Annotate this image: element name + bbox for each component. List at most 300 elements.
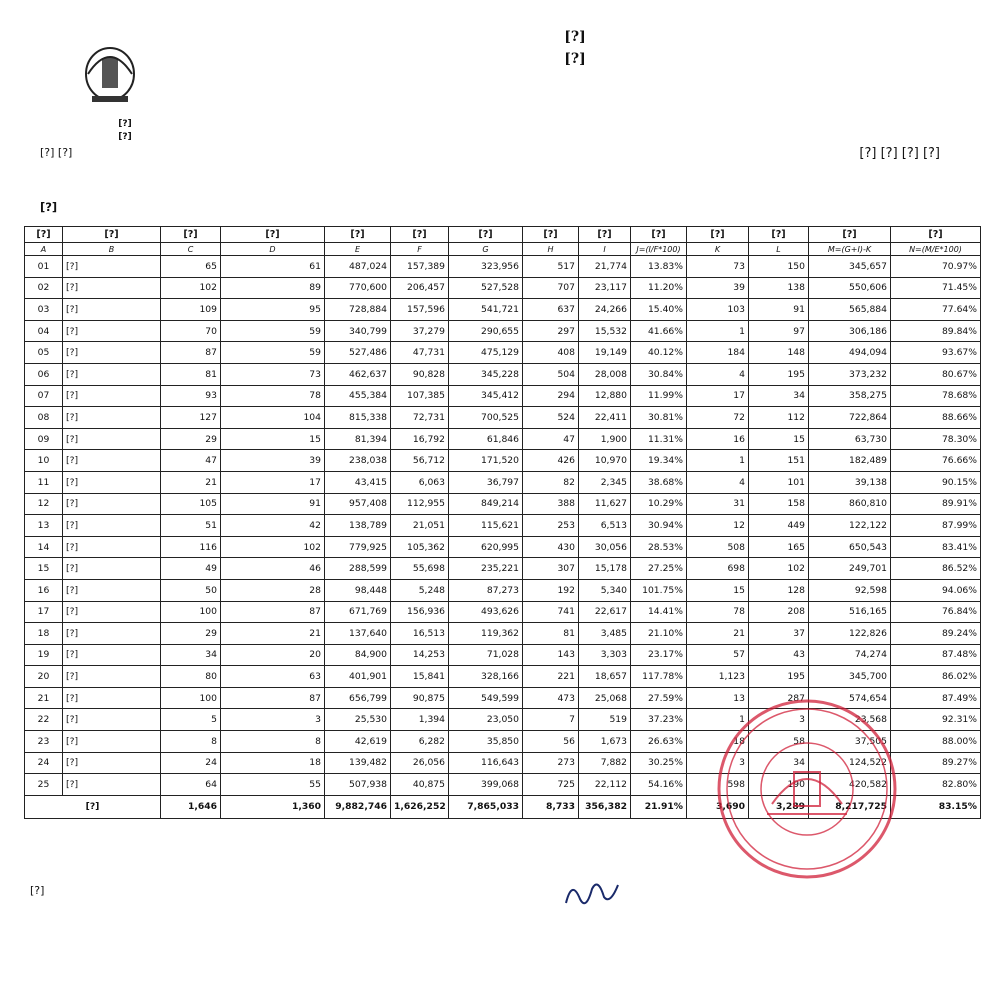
table-cell: [?] bbox=[63, 277, 161, 299]
table-cell: 1,123 bbox=[687, 666, 749, 688]
table-cell: 550,606 bbox=[809, 277, 891, 299]
table-cell: 487,024 bbox=[325, 256, 391, 278]
table-cell: 26,056 bbox=[391, 752, 449, 774]
table-cell: 105,362 bbox=[391, 536, 449, 558]
table-cell: [?] bbox=[63, 536, 161, 558]
table-cell: 698 bbox=[687, 558, 749, 580]
table-cell: 565,884 bbox=[809, 299, 891, 321]
national-motto: [?] bbox=[564, 51, 586, 67]
table-cell: 122,826 bbox=[809, 623, 891, 645]
table-cell: [?] bbox=[63, 687, 161, 709]
col-header: [?] bbox=[687, 227, 749, 243]
table-cell: 08 bbox=[25, 407, 63, 429]
table-cell: 475,129 bbox=[449, 342, 523, 364]
table-cell: 957,408 bbox=[325, 493, 391, 515]
table-cell: 728,884 bbox=[325, 299, 391, 321]
table-cell: 81,394 bbox=[325, 428, 391, 450]
table-cell: 25,068 bbox=[579, 687, 631, 709]
table-cell: 42,619 bbox=[325, 731, 391, 753]
table-cell: 35,850 bbox=[449, 731, 523, 753]
table-cell: 504 bbox=[523, 363, 579, 385]
table-cell: 19.34% bbox=[631, 450, 687, 472]
table-cell: 82.80% bbox=[891, 774, 981, 796]
table-cell: 7,882 bbox=[579, 752, 631, 774]
table-row bbox=[25, 644, 981, 666]
table-cell: 30.84% bbox=[631, 363, 687, 385]
total-cell: 8,217,725 bbox=[809, 795, 891, 818]
table-cell: 102 bbox=[221, 536, 325, 558]
table-cell: 49 bbox=[161, 558, 221, 580]
table-cell: 574,654 bbox=[809, 687, 891, 709]
table-cell: 28,008 bbox=[579, 363, 631, 385]
table-cell: 137,640 bbox=[325, 623, 391, 645]
table-cell: 39,138 bbox=[809, 471, 891, 493]
table-cell: 273 bbox=[523, 752, 579, 774]
table-cell: 10 bbox=[25, 450, 63, 472]
table-cell: 71.45% bbox=[891, 277, 981, 299]
table-cell: 112 bbox=[749, 407, 809, 429]
table-row bbox=[25, 471, 981, 493]
org-line-1: [?] bbox=[118, 119, 132, 129]
table-cell: 1 bbox=[687, 709, 749, 731]
table-cell: 6,513 bbox=[579, 515, 631, 537]
col-letter: D bbox=[221, 243, 325, 256]
table-cell: [?] bbox=[63, 752, 161, 774]
table-cell: 39 bbox=[687, 277, 749, 299]
table-cell: 71,028 bbox=[449, 644, 523, 666]
total-cell: 3,289 bbox=[749, 795, 809, 818]
table-cell: 650,543 bbox=[809, 536, 891, 558]
table-cell: 01 bbox=[25, 256, 63, 278]
emblem-logo bbox=[82, 44, 138, 106]
table-cell: 294 bbox=[523, 385, 579, 407]
table-cell: 3 bbox=[687, 752, 749, 774]
table-cell: [?] bbox=[63, 515, 161, 537]
table-cell: 88.66% bbox=[891, 407, 981, 429]
table-cell: 90.15% bbox=[891, 471, 981, 493]
table-cell: 81 bbox=[523, 623, 579, 645]
table-row bbox=[25, 363, 981, 385]
table-cell: 165 bbox=[749, 536, 809, 558]
table-cell: 26.63% bbox=[631, 731, 687, 753]
table-cell: 399,068 bbox=[449, 774, 523, 796]
table-cell: 43 bbox=[749, 644, 809, 666]
table-cell: 21 bbox=[687, 623, 749, 645]
table-cell: 24 bbox=[25, 752, 63, 774]
table-cell: 15,841 bbox=[391, 666, 449, 688]
table-cell: 30.25% bbox=[631, 752, 687, 774]
table-cell: [?] bbox=[63, 471, 161, 493]
table-cell: 4 bbox=[687, 363, 749, 385]
table-cell: 81 bbox=[161, 363, 221, 385]
table-row bbox=[25, 709, 981, 731]
table-cell: 23.17% bbox=[631, 644, 687, 666]
table-cell: 87 bbox=[221, 601, 325, 623]
table-cell: 87 bbox=[161, 342, 221, 364]
table-cell: 05 bbox=[25, 342, 63, 364]
table-cell: 549,599 bbox=[449, 687, 523, 709]
table-cell: 290,655 bbox=[449, 320, 523, 342]
table-row bbox=[25, 450, 981, 472]
col-header: [?] bbox=[631, 227, 687, 243]
table-cell: [?] bbox=[63, 385, 161, 407]
col-header: [?] bbox=[449, 227, 523, 243]
col-header: [?] bbox=[749, 227, 809, 243]
table-cell: 104 bbox=[221, 407, 325, 429]
table-row bbox=[25, 299, 981, 321]
table-cell: 5,248 bbox=[391, 579, 449, 601]
table-cell: 656,799 bbox=[325, 687, 391, 709]
table-row bbox=[25, 536, 981, 558]
table-row bbox=[25, 515, 981, 537]
table-cell: 73 bbox=[221, 363, 325, 385]
table-cell: 671,769 bbox=[325, 601, 391, 623]
table-cell: 55,698 bbox=[391, 558, 449, 580]
table-cell: 37,279 bbox=[391, 320, 449, 342]
header-block bbox=[0, 26, 1000, 70]
table-cell: 19 bbox=[25, 644, 63, 666]
table-cell: 11 bbox=[25, 471, 63, 493]
table-cell: [?] bbox=[63, 709, 161, 731]
table-cell: 63 bbox=[221, 666, 325, 688]
table-cell: 288,599 bbox=[325, 558, 391, 580]
table-cell: 195 bbox=[749, 666, 809, 688]
table-row bbox=[25, 407, 981, 429]
table-row bbox=[25, 558, 981, 580]
table-cell: 507,938 bbox=[325, 774, 391, 796]
table-cell: 78.30% bbox=[891, 428, 981, 450]
table-cell: 02 bbox=[25, 277, 63, 299]
table-cell: 13 bbox=[25, 515, 63, 537]
table-cell: 23,568 bbox=[809, 709, 891, 731]
table-cell: 89.84% bbox=[891, 320, 981, 342]
table-cell: 139,482 bbox=[325, 752, 391, 774]
table-cell: [?] bbox=[63, 644, 161, 666]
table-cell: 1,900 bbox=[579, 428, 631, 450]
table-cell: [?] bbox=[63, 493, 161, 515]
col-letter: E bbox=[325, 243, 391, 256]
table-cell: 401,901 bbox=[325, 666, 391, 688]
table-cell: 84,900 bbox=[325, 644, 391, 666]
table-cell: 56,712 bbox=[391, 450, 449, 472]
table-cell: 82 bbox=[523, 471, 579, 493]
table-row bbox=[25, 687, 981, 709]
table-cell: 11.20% bbox=[631, 277, 687, 299]
table-cell: 25,530 bbox=[325, 709, 391, 731]
table-cell: 70 bbox=[161, 320, 221, 342]
table-cell: 388 bbox=[523, 493, 579, 515]
table-cell: 31 bbox=[687, 493, 749, 515]
table-cell: 6,282 bbox=[391, 731, 449, 753]
table-cell: 148 bbox=[749, 342, 809, 364]
table-cell: 100 bbox=[161, 601, 221, 623]
table-cell: 297 bbox=[523, 320, 579, 342]
table-cell: 16,792 bbox=[391, 428, 449, 450]
table-row bbox=[25, 666, 981, 688]
table-cell: 598 bbox=[687, 774, 749, 796]
table-cell: 700,525 bbox=[449, 407, 523, 429]
kingdom-title: [?] bbox=[564, 29, 586, 45]
table-cell: 11.99% bbox=[631, 385, 687, 407]
total-cell: 21.91% bbox=[631, 795, 687, 818]
table-cell: 10,970 bbox=[579, 450, 631, 472]
total-cell: 9,882,746 bbox=[325, 795, 391, 818]
table-cell: 77.64% bbox=[891, 299, 981, 321]
table-cell: 07 bbox=[25, 385, 63, 407]
table-cell: 21 bbox=[221, 623, 325, 645]
total-cell: 83.15% bbox=[891, 795, 981, 818]
col-letter: K bbox=[687, 243, 749, 256]
table-cell: 57 bbox=[687, 644, 749, 666]
table-cell: 78 bbox=[687, 601, 749, 623]
table-cell: 29 bbox=[161, 623, 221, 645]
table-cell: 87.99% bbox=[891, 515, 981, 537]
table-cell: 100 bbox=[161, 687, 221, 709]
table-cell: 849,214 bbox=[449, 493, 523, 515]
table-cell: 87,273 bbox=[449, 579, 523, 601]
table-cell: 17 bbox=[25, 601, 63, 623]
table-cell: 3 bbox=[221, 709, 325, 731]
table-cell: 89.27% bbox=[891, 752, 981, 774]
table-cell: 76.66% bbox=[891, 450, 981, 472]
table-cell: 115,621 bbox=[449, 515, 523, 537]
table-cell: 29 bbox=[161, 428, 221, 450]
table-cell: 12 bbox=[25, 493, 63, 515]
table-cell: 17 bbox=[687, 385, 749, 407]
table-cell: 34 bbox=[749, 385, 809, 407]
table-cell: [?] bbox=[63, 320, 161, 342]
table-cell: 58 bbox=[749, 731, 809, 753]
table-cell: 18 bbox=[25, 623, 63, 645]
table-row bbox=[25, 731, 981, 753]
table-cell: 15.40% bbox=[631, 299, 687, 321]
table-cell: 18,657 bbox=[579, 666, 631, 688]
table-cell: 345,657 bbox=[809, 256, 891, 278]
table-cell: 83.41% bbox=[891, 536, 981, 558]
col-header: [?] bbox=[523, 227, 579, 243]
table-cell: 06 bbox=[25, 363, 63, 385]
table-cell: 16 bbox=[25, 579, 63, 601]
table-cell: 59 bbox=[221, 320, 325, 342]
table-row bbox=[25, 623, 981, 645]
table-cell: [?] bbox=[63, 342, 161, 364]
table-cell: 89.24% bbox=[891, 623, 981, 645]
table-cell: 102 bbox=[749, 558, 809, 580]
table-cell: 373,232 bbox=[809, 363, 891, 385]
table-cell: 109 bbox=[161, 299, 221, 321]
table-cell: 323,956 bbox=[449, 256, 523, 278]
table-cell: 10.29% bbox=[631, 493, 687, 515]
table-cell: 38.68% bbox=[631, 471, 687, 493]
table-cell: 15 bbox=[687, 579, 749, 601]
table-cell: 524 bbox=[523, 407, 579, 429]
col-letter: J=(I/F*100) bbox=[631, 243, 687, 256]
table-cell: 72 bbox=[687, 407, 749, 429]
table-cell: 80 bbox=[161, 666, 221, 688]
table-cell: 171,520 bbox=[449, 450, 523, 472]
table-cell: 119,362 bbox=[449, 623, 523, 645]
table-cell: 253 bbox=[523, 515, 579, 537]
col-header: [?] bbox=[579, 227, 631, 243]
table-cell: 16 bbox=[687, 428, 749, 450]
table-cell: 541,721 bbox=[449, 299, 523, 321]
table-cell: 1 bbox=[687, 320, 749, 342]
table-cell: 30.81% bbox=[631, 407, 687, 429]
signature bbox=[562, 875, 622, 911]
total-row bbox=[25, 795, 981, 818]
table-cell: 5,340 bbox=[579, 579, 631, 601]
table-cell: 39 bbox=[221, 450, 325, 472]
results-table bbox=[24, 226, 981, 819]
col-letter: H bbox=[523, 243, 579, 256]
table-cell: 97 bbox=[749, 320, 809, 342]
table-cell: 23 bbox=[25, 731, 63, 753]
table-cell: 56 bbox=[523, 731, 579, 753]
table-cell: 18 bbox=[687, 731, 749, 753]
table-cell: 90,875 bbox=[391, 687, 449, 709]
table-body bbox=[25, 256, 981, 819]
table-cell: 1,394 bbox=[391, 709, 449, 731]
col-header: [?] bbox=[25, 227, 63, 243]
table-cell: 15 bbox=[749, 428, 809, 450]
table-cell: 345,700 bbox=[809, 666, 891, 688]
col-header: [?] bbox=[221, 227, 325, 243]
table-cell: 249,701 bbox=[809, 558, 891, 580]
table-cell: 61,846 bbox=[449, 428, 523, 450]
table-cell: 23,117 bbox=[579, 277, 631, 299]
table-cell: 28 bbox=[221, 579, 325, 601]
table-cell: 72,731 bbox=[391, 407, 449, 429]
table-cell: 37,505 bbox=[809, 731, 891, 753]
table-cell: 190 bbox=[749, 774, 809, 796]
table-cell: 345,412 bbox=[449, 385, 523, 407]
table-cell: 1 bbox=[687, 450, 749, 472]
table-cell: 47 bbox=[161, 450, 221, 472]
table-cell: 206,457 bbox=[391, 277, 449, 299]
table-cell: 328,166 bbox=[449, 666, 523, 688]
footer-note: [?] bbox=[30, 884, 45, 897]
table-cell: 20 bbox=[25, 666, 63, 688]
table-cell: 195 bbox=[749, 363, 809, 385]
table-row bbox=[25, 752, 981, 774]
table-cell: 12,880 bbox=[579, 385, 631, 407]
table-cell: 620,995 bbox=[449, 536, 523, 558]
table-cell: 307 bbox=[523, 558, 579, 580]
table-cell: 22,617 bbox=[579, 601, 631, 623]
col-header: [?] bbox=[325, 227, 391, 243]
table-cell: 09 bbox=[25, 428, 63, 450]
col-letter: I bbox=[579, 243, 631, 256]
table-cell: 73 bbox=[687, 256, 749, 278]
table-cell: 527,528 bbox=[449, 277, 523, 299]
table-cell: 21 bbox=[161, 471, 221, 493]
table-cell: 90,828 bbox=[391, 363, 449, 385]
table-cell: 2,345 bbox=[579, 471, 631, 493]
table-cell: 741 bbox=[523, 601, 579, 623]
table-cell: 473 bbox=[523, 687, 579, 709]
table-row bbox=[25, 493, 981, 515]
table-cell: 725 bbox=[523, 774, 579, 796]
table-cell: 20 bbox=[221, 644, 325, 666]
table-cell: 517 bbox=[523, 256, 579, 278]
table-cell: 54.16% bbox=[631, 774, 687, 796]
table-cell: 91 bbox=[749, 299, 809, 321]
table-cell: 86.52% bbox=[891, 558, 981, 580]
table-cell: 12 bbox=[687, 515, 749, 537]
table-cell: 47 bbox=[523, 428, 579, 450]
table-cell: 21.10% bbox=[631, 623, 687, 645]
table-cell: 92.31% bbox=[891, 709, 981, 731]
table-cell: [?] bbox=[63, 579, 161, 601]
table-cell: 157,389 bbox=[391, 256, 449, 278]
table-cell: 78.68% bbox=[891, 385, 981, 407]
table-cell: 102 bbox=[161, 277, 221, 299]
table-cell: [?] bbox=[63, 601, 161, 623]
table-cell: 637 bbox=[523, 299, 579, 321]
table-cell: [?] bbox=[63, 623, 161, 645]
table-cell: 3,485 bbox=[579, 623, 631, 645]
col-letter: F bbox=[391, 243, 449, 256]
table-cell: 22 bbox=[25, 709, 63, 731]
table-cell: 34 bbox=[161, 644, 221, 666]
table-cell: 76.84% bbox=[891, 601, 981, 623]
table-cell: 770,600 bbox=[325, 277, 391, 299]
table-cell: 36,797 bbox=[449, 471, 523, 493]
col-header: [?] bbox=[391, 227, 449, 243]
table-cell: 63,730 bbox=[809, 428, 891, 450]
table-cell: 24,266 bbox=[579, 299, 631, 321]
table-cell: 358,275 bbox=[809, 385, 891, 407]
table-cell: 238,038 bbox=[325, 450, 391, 472]
table-cell: 27.25% bbox=[631, 558, 687, 580]
table-cell: 46 bbox=[221, 558, 325, 580]
table-cell: [?] bbox=[63, 450, 161, 472]
table-cell: 14.41% bbox=[631, 601, 687, 623]
table-cell: 87.48% bbox=[891, 644, 981, 666]
table-cell: 23,050 bbox=[449, 709, 523, 731]
table-cell: 158 bbox=[749, 493, 809, 515]
table-row bbox=[25, 256, 981, 278]
total-cell: 1,626,252 bbox=[391, 795, 449, 818]
table-cell: 116,643 bbox=[449, 752, 523, 774]
table-cell: 11,627 bbox=[579, 493, 631, 515]
table-row bbox=[25, 774, 981, 796]
table-cell: 21,051 bbox=[391, 515, 449, 537]
table-cell: 101.75% bbox=[631, 579, 687, 601]
document-subtitle: [?] bbox=[40, 200, 58, 214]
table-cell: 91 bbox=[221, 493, 325, 515]
table-cell: 287 bbox=[749, 687, 809, 709]
table-cell: 462,637 bbox=[325, 363, 391, 385]
table-cell: [?] bbox=[63, 774, 161, 796]
col-header: [?] bbox=[161, 227, 221, 243]
table-cell: [?] bbox=[63, 731, 161, 753]
table-cell: 15,532 bbox=[579, 320, 631, 342]
table-cell: [?] bbox=[63, 407, 161, 429]
table-cell: 6,063 bbox=[391, 471, 449, 493]
table-cell: 24 bbox=[161, 752, 221, 774]
table-cell: 13.83% bbox=[631, 256, 687, 278]
table-cell: 22,112 bbox=[579, 774, 631, 796]
total-cell: 1,646 bbox=[161, 795, 221, 818]
table-cell: 93.67% bbox=[891, 342, 981, 364]
table-cell: 94.06% bbox=[891, 579, 981, 601]
table-cell: 64 bbox=[161, 774, 221, 796]
table-cell: 15,178 bbox=[579, 558, 631, 580]
table-cell: [?] bbox=[63, 363, 161, 385]
col-letter: N=(M/E*100) bbox=[891, 243, 981, 256]
table-cell: 306,186 bbox=[809, 320, 891, 342]
